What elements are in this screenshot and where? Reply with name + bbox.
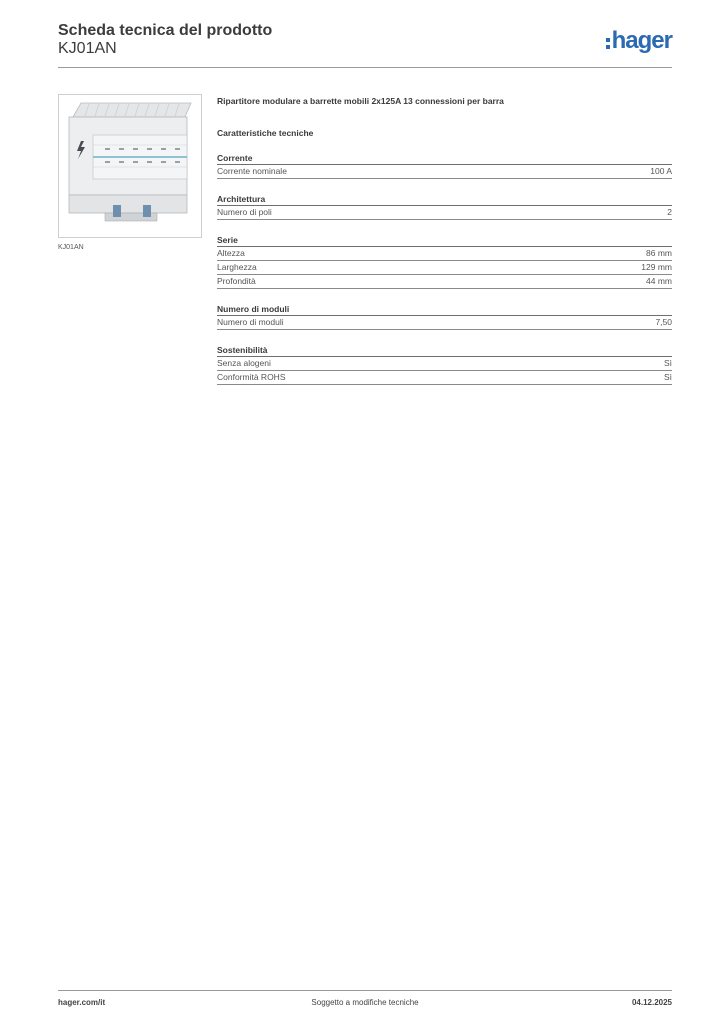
header-divider xyxy=(58,67,672,68)
product-description: Ripartitore modulare a barrette mobili 2x125A 13 connessioni per barra xyxy=(217,96,504,106)
spec-row xyxy=(217,357,672,371)
page-title: Scheda tecnica del prodotto xyxy=(58,22,273,39)
hager-logo xyxy=(606,28,672,54)
spec-label: Senza alogeni xyxy=(217,358,271,368)
spec-section-sostenibilita xyxy=(217,344,672,385)
spec-row xyxy=(217,316,672,330)
spec-section-serie xyxy=(217,234,672,289)
spec-label: Numero di moduli xyxy=(217,317,284,327)
spec-section-corrente xyxy=(217,152,672,179)
spec-label: Numero di poli xyxy=(217,207,272,217)
section-title: Architettura xyxy=(217,194,266,204)
spec-label: Altezza xyxy=(217,248,245,258)
spec-row xyxy=(217,247,672,261)
footer-date: 04.12.2025 xyxy=(631,998,672,1007)
image-caption: KJ01AN xyxy=(58,244,84,251)
product-code: KJ01AN xyxy=(58,40,117,57)
spec-value: 44 mm xyxy=(646,276,672,286)
section-title: Numero di moduli xyxy=(217,304,290,314)
spec-value: 129 mm xyxy=(641,262,672,272)
spec-value: 100 A xyxy=(650,166,672,176)
page-footer xyxy=(58,998,672,1010)
spec-row xyxy=(217,275,672,289)
footer-website-link[interactable]: hager.com/it xyxy=(58,998,106,1007)
spec-row xyxy=(217,206,672,220)
spec-section-numero-moduli xyxy=(217,303,672,330)
spec-label: Larghezza xyxy=(217,262,257,272)
spec-value: Sì xyxy=(663,372,672,382)
spec-section-architettura xyxy=(217,193,672,220)
product-details xyxy=(217,96,672,385)
spec-value: 2 xyxy=(667,207,672,217)
product-photo-icon xyxy=(58,94,202,238)
spec-row xyxy=(217,371,672,385)
spec-row xyxy=(217,165,672,179)
section-title: Sostenibilità xyxy=(217,345,268,355)
spec-label: Corrente nominale xyxy=(217,166,287,176)
spec-label: Profondità xyxy=(217,276,256,286)
logo-dots-icon xyxy=(606,38,610,49)
spec-value: Sì xyxy=(663,358,672,368)
section-title: Serie xyxy=(217,235,238,245)
spec-label: Conformità ROHS xyxy=(217,372,286,382)
spec-value: 7,50 xyxy=(655,317,672,327)
footer-divider xyxy=(58,990,672,991)
spec-value: 86 mm xyxy=(646,248,672,258)
footer-note: Soggetto a modifiche tecniche xyxy=(311,998,419,1007)
logo-text: hager xyxy=(611,27,672,54)
spec-row xyxy=(217,261,672,275)
section-title: Corrente xyxy=(217,153,253,163)
tech-specs-title: Caratteristiche tecniche xyxy=(217,128,314,138)
page-header xyxy=(58,20,672,68)
